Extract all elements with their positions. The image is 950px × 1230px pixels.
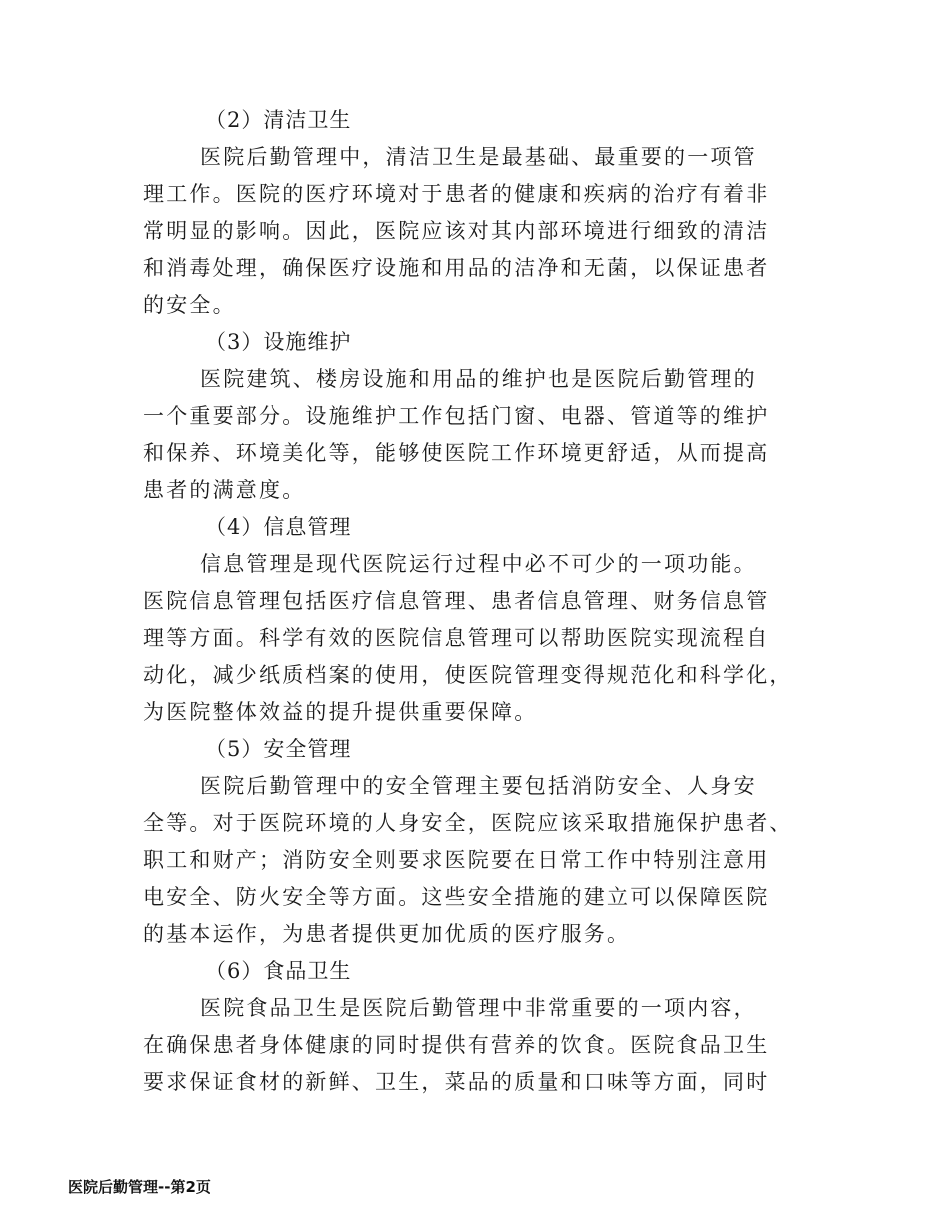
paragraph-line: 医院食品卫生是医院后勤管理中非常重要的一项内容， <box>200 996 757 1020</box>
body-text <box>143 102 823 1101</box>
paragraph-line: 患者的满意度。 <box>143 478 306 502</box>
section-heading: （3）设施维护 <box>205 330 352 354</box>
paragraph-line: 的基本运作，为患者提供更加优质的医疗服务。 <box>143 922 631 946</box>
paragraph-line: 医院建筑、楼房设施和用品的维护也是医院后勤管理的 <box>200 367 757 391</box>
paragraph-line: 动化，减少纸质档案的使用，使医院管理变得规范化和科学化， <box>143 663 793 687</box>
section-information-management <box>143 509 823 731</box>
section-heading: （5）安全管理 <box>205 737 352 761</box>
section-heading: （6）食品卫生 <box>205 959 352 983</box>
paragraph-line: 为医院整体效益的提升提供重要保障。 <box>143 700 538 724</box>
paragraph-line: 医院后勤管理中的安全管理主要包括消防安全、人身安 <box>200 774 757 798</box>
section-heading: （2）清洁卫生 <box>205 108 352 132</box>
paragraph-line: 全等。对于医院环境的人身安全，医院应该采取措施保护患者、 <box>143 811 793 835</box>
page-footer: 医院后勤管理--第2页 <box>68 1178 211 1196</box>
paragraph-line: 的安全。 <box>143 293 236 317</box>
paragraph-line: 理工作。医院的医疗环境对于患者的健康和疾病的治疗有着非 <box>143 182 770 206</box>
paragraph-line: 一个重要部分。设施维护工作包括门窗、电器、管道等的维护 <box>143 404 770 428</box>
section-facility-maintenance <box>143 324 823 509</box>
paragraph-line: 医院后勤管理中，清洁卫生是最基础、最重要的一项管 <box>200 145 757 169</box>
section-heading: （4）信息管理 <box>205 515 352 539</box>
paragraph-line: 要求保证食材的新鲜、卫生，菜品的质量和口味等方面，同时 <box>143 1070 770 1094</box>
paragraph-line: 职工和财产；消防安全则要求医院要在日常工作中特别注意用 <box>143 848 770 872</box>
paragraph-line: 信息管理是现代医院运行过程中必不可少的一项功能。 <box>200 552 757 576</box>
paragraph-line: 在确保患者身体健康的同时提供有营养的饮食。医院食品卫生 <box>143 1033 770 1057</box>
paragraph-line: 和消毒处理，确保医疗设施和用品的洁净和无菌，以保证患者 <box>143 256 770 280</box>
section-food-hygiene <box>143 953 823 1101</box>
paragraph-line: 和保养、环境美化等，能够使医院工作环境更舒适，从而提高 <box>143 441 770 465</box>
paragraph-line: 常明显的影响。因此，医院应该对其内部环境进行细致的清洁 <box>143 219 770 243</box>
section-safety-management <box>143 731 823 953</box>
paragraph-line: 医院信息管理包括医疗信息管理、患者信息管理、财务信息管 <box>143 589 770 613</box>
paragraph-line: 电安全、防火安全等方面。这些安全措施的建立可以保障医院 <box>143 885 770 909</box>
section-cleaning <box>143 102 823 324</box>
paragraph-line: 理等方面。科学有效的医院信息管理可以帮助医院实现流程自 <box>143 626 770 650</box>
